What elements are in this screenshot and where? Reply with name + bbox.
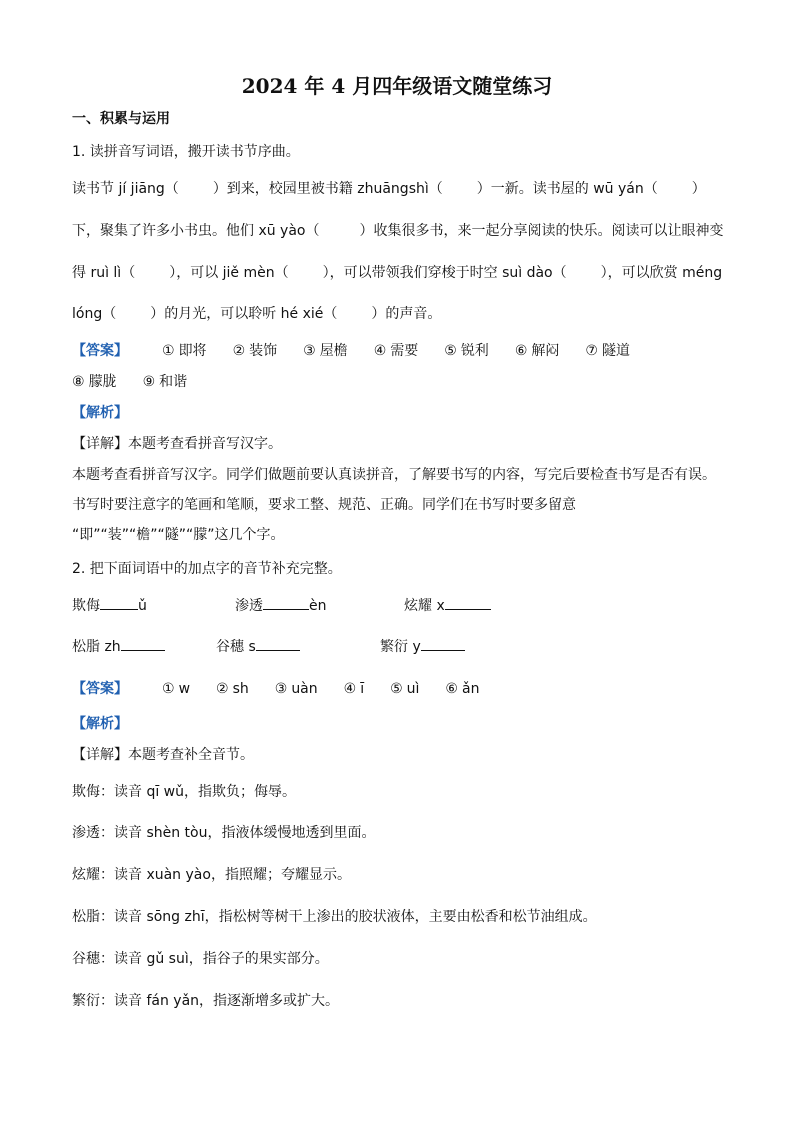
answer-number: ⑥: [445, 681, 458, 697]
answer-text: ī: [360, 681, 365, 697]
q2-word: 炫耀 x: [404, 598, 445, 614]
q1-l1-a: 读书节 jí jiāng（: [72, 181, 179, 197]
q1-prompt: 1. 读拼音写词语，搬开读书节序曲。: [72, 144, 300, 160]
q1-l4-c: ）的声音。: [371, 306, 442, 322]
q1-line-3: [72, 262, 722, 282]
fill-blank[interactable]: [421, 650, 465, 651]
answer-number: ②: [232, 343, 246, 359]
fill-blank[interactable]: [121, 650, 165, 651]
page-title: 2024 年 4 月四年级语文随堂练习: [241, 74, 553, 98]
answer-text: ǎn: [461, 681, 480, 697]
q2-item-xuanyao: [404, 595, 491, 615]
q1-answer-row-2: [72, 371, 213, 391]
answer-item: [390, 681, 419, 697]
answer-number: ①: [162, 681, 175, 697]
q2-word: 松脂 zh: [72, 639, 121, 655]
q1-l4-b: ）的月光，可以聆听 hé xié（: [150, 306, 338, 322]
q2-word: 谷穗 s: [216, 639, 256, 655]
answer-number: ⑧: [72, 374, 85, 390]
answer-number: ⑤: [444, 343, 457, 359]
q2-prompt: 2. 把下面词语中的加点字的音节补充完整。: [72, 561, 342, 577]
q1-answer-list-2: [72, 374, 213, 390]
q2-analysis-label: [72, 713, 128, 733]
answer-text: w: [178, 681, 191, 697]
fill-blank[interactable]: [263, 609, 309, 610]
answer-item: [72, 371, 117, 391]
q1-answer-row: [72, 340, 656, 360]
q1-l1-d: ）: [691, 181, 706, 197]
q1-l4-a: lóng（: [72, 306, 117, 322]
answer-text: 即将: [178, 343, 207, 359]
q1-answer-list: [162, 340, 656, 360]
answer-label: 【答案】: [72, 343, 128, 359]
q1-l3-d: ），可以欣赏 méng: [600, 265, 723, 281]
answer-text: 屋檐: [319, 343, 348, 359]
q1-l3-a: 得 ruì lì（: [72, 265, 136, 281]
answer-number: ⑨: [142, 374, 156, 390]
fill-blank[interactable]: [445, 609, 491, 610]
answer-item: [344, 681, 364, 697]
answer-text: uì: [406, 681, 420, 697]
answer-text: 朦胧: [88, 374, 117, 390]
answer-number: ⑤: [390, 681, 403, 697]
answer-text: 解闷: [531, 343, 560, 359]
q1-l3-c: ），可以带领我们穿梭于时空 suì dào（: [322, 265, 567, 281]
q1-explanation-2: 书写时要注意字的笔画和笔顺，要求工整、规范、正确。同学们在书写时要多留意: [72, 497, 576, 513]
answer-item: [445, 681, 479, 697]
q1-explanation-1: 本题考查看拼音写汉字。同学们做题前要认真读拼音，了解要书写的内容，写完后要检查书写是否有误。: [72, 467, 716, 483]
answer-number: ④: [343, 681, 357, 697]
q2-answer-list: [162, 681, 505, 697]
q1-explanation-3: “即”“装”“檐”“隧”“朦”这几个字。: [72, 527, 285, 543]
q1-line-1: [72, 178, 706, 198]
answer-item: [216, 681, 249, 697]
q2-item-qiwu: [72, 595, 147, 615]
analysis-label: 【解析】: [72, 405, 128, 421]
q2-word: 渗透: [235, 598, 263, 614]
answer-text: 需要: [390, 343, 419, 359]
q2-item-fanyan: [380, 636, 465, 656]
fill-blank[interactable]: [100, 609, 138, 610]
answer-number: ③: [303, 343, 316, 359]
q2-explanation-2: 渗透：读音 shèn tòu，指液体缓慢地透到里面。: [72, 825, 376, 841]
answer-text: 装饰: [249, 343, 278, 359]
answer-item: [162, 681, 190, 697]
answer-item: [515, 340, 560, 360]
answer-text: 锐利: [460, 343, 489, 359]
q2-suffix: èn: [309, 598, 327, 614]
answer-item: [233, 340, 278, 360]
answer-item: [303, 340, 348, 360]
q2-explanation-3: 炫耀：读音 xuàn yào，指照耀；夸耀显示。: [72, 867, 351, 883]
answer-number: ②: [216, 681, 229, 697]
q2-item-shentou: [235, 595, 327, 615]
q2-explanation-6: 繁衍：读音 fán yǎn，指逐渐增多或扩大。: [72, 993, 340, 1009]
answer-number: ④: [373, 343, 387, 359]
answer-number: ⑥: [514, 343, 528, 359]
q1-analysis-label: [72, 402, 128, 422]
answer-item: [444, 340, 489, 360]
q2-detail: 【详解】本题考查补全音节。: [72, 747, 254, 763]
answer-item: [374, 340, 419, 360]
answer-label: 【答案】: [72, 681, 128, 697]
answer-number: ⑦: [585, 343, 598, 359]
q2-item-songzhi: [72, 636, 165, 656]
q2-word: 繁衍 y: [380, 639, 421, 655]
q1-l2-a: 下，聚集了许多小书虫。他们 xū yào（: [72, 223, 320, 239]
q1-line-4: [72, 303, 441, 323]
answer-text: uàn: [291, 681, 318, 697]
fill-blank[interactable]: [256, 650, 300, 651]
q1-l3-b: ），可以 jiě mèn（: [169, 265, 289, 281]
answer-text: sh: [232, 681, 249, 697]
answer-item: [143, 371, 188, 391]
q2-answer-row: [72, 678, 505, 698]
q1-detail: 【详解】本题考查看拼音写汉字。: [72, 436, 282, 452]
q2-item-gusui: [216, 636, 300, 656]
answer-text: 和谐: [159, 374, 188, 390]
q1-line-2: [72, 220, 724, 240]
answer-number: ①: [162, 343, 175, 359]
q2-suffix: ǔ: [138, 598, 147, 614]
section-heading: 一、积累与运用: [72, 111, 170, 127]
answer-number: ③: [274, 681, 288, 697]
q1-l1-c: ）一新。读书屋的 wū yán（: [476, 181, 658, 197]
q2-word: 欺侮: [72, 598, 100, 614]
answer-text: 隧道: [601, 343, 630, 359]
q2-explanation-1: 欺侮：读音 qī wǔ，指欺负；侮辱。: [72, 784, 296, 800]
q1-l2-b: ）收集很多书，来一起分享阅读的快乐。阅读可以让眼神变: [359, 223, 724, 239]
q1-l1-b: ）到来，校园里被书籍 zhuāngshì（: [212, 181, 443, 197]
q2-explanation-5: 谷穗：读音 gǔ suì，指谷子的果实部分。: [72, 951, 329, 967]
answer-item: [275, 681, 318, 697]
q2-explanation-4: 松脂：读音 sōng zhī，指松树等树干上渗出的胶状液体，主要由松香和松节油组成。: [72, 909, 597, 925]
analysis-label: 【解析】: [72, 716, 128, 732]
answer-item: [585, 340, 630, 360]
answer-item: [162, 340, 207, 360]
